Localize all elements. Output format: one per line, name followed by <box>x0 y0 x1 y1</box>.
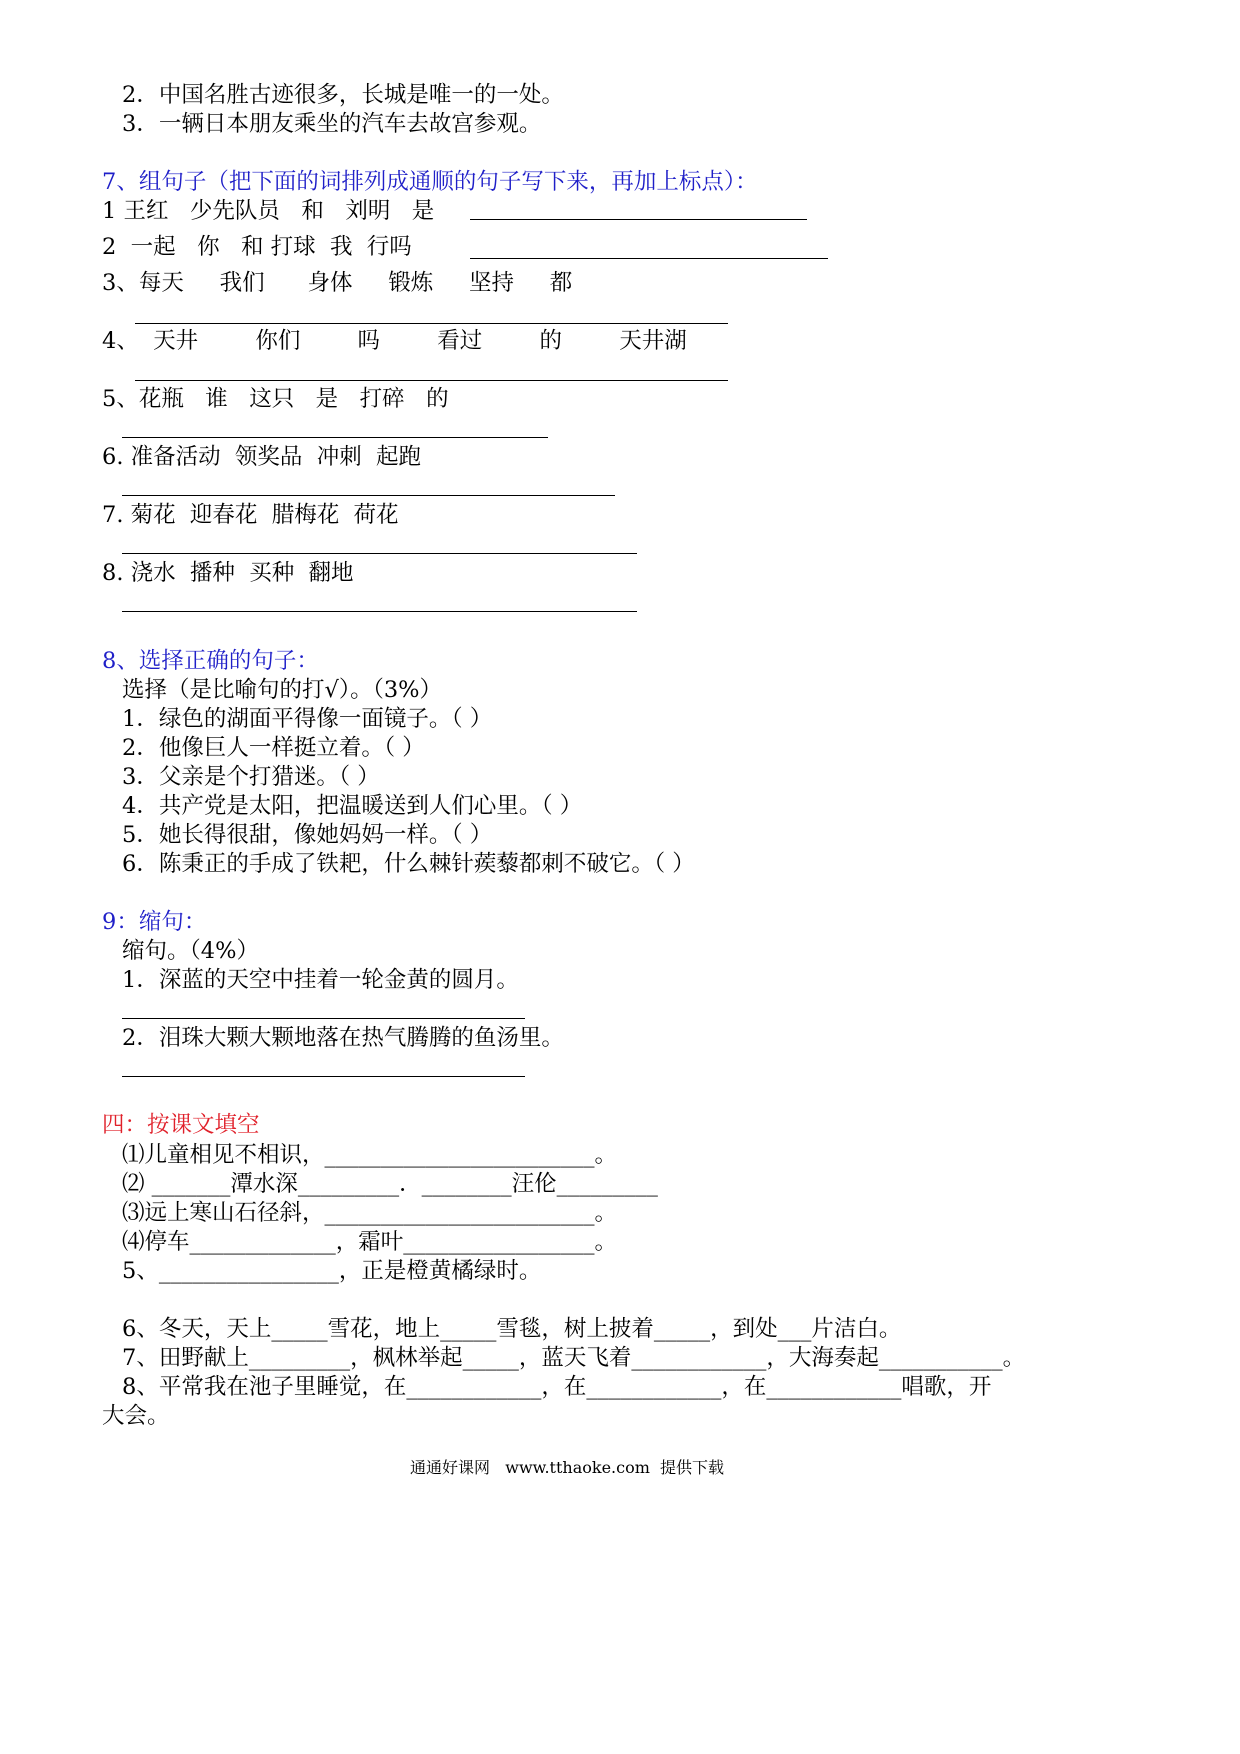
shorten-answer-line-1[interactable] <box>122 1018 525 1019</box>
fill-item-3: ⑶远上寒山石径斜，________________________。 <box>122 1200 618 1226</box>
choice-item-2: 2．他像巨人一样挺立着。（ ） <box>122 735 425 761</box>
reorder-item-1: 1 王红 少先队员 和 刘明 是 <box>102 198 435 224</box>
fill-item-2: ⑵ _______潭水深_________．________汪伦_________ <box>122 1171 658 1197</box>
choice-item-1: 1．绿色的湖面平得像一面镜子。（ ） <box>122 706 493 732</box>
sentence-2: 2．中国名胜古迹很多，长城是唯一的一处。 <box>122 82 564 108</box>
answer-line-5[interactable] <box>122 437 548 438</box>
fill-item-8-continuation: 大会。 <box>102 1403 170 1429</box>
answer-line-7[interactable] <box>122 553 637 554</box>
sentence-3: 3．一辆日本朋友乘坐的汽车去故宫参观。 <box>122 111 542 137</box>
answer-line-4[interactable] <box>135 380 728 381</box>
fill-item-7: 7、田野献上_________，枫林举起_____，蓝天飞着____________，大海奏起___________。 <box>122 1345 1026 1371</box>
answer-line-8[interactable] <box>122 611 637 612</box>
choice-item-6: 6．陈秉正的手成了铁耙，什么棘针蒺藜都刺不破它。（ ） <box>122 851 695 877</box>
reorder-item-4: 4、 天井 你们 吗 看过 的 天井湖 <box>102 328 687 354</box>
choice-item-4: 4．共产党是太阳，把温暖送到人们心里。（ ） <box>122 793 583 819</box>
reorder-item-2: 2 一起 你 和 打球 我 行吗 <box>102 234 412 260</box>
choice-item-3: 3．父亲是个打猎迷。（ ） <box>122 764 380 790</box>
section-9-instruction: 缩句。（4%） <box>122 938 259 964</box>
reorder-item-6: 6. 准备活动 领奖品 冲刺 起跑 <box>102 444 422 470</box>
answer-line-3[interactable] <box>135 323 728 324</box>
answer-line-1[interactable] <box>470 219 807 220</box>
section-7-heading: 7、组句子（把下面的词排列成通顺的句子写下来，再加上标点）： <box>102 169 758 195</box>
section-8-heading: 8、选择正确的句子： <box>102 648 319 674</box>
fill-item-8: 8、平常我在池子里睡觉，在____________，在____________，在____________唱歌，开 <box>122 1374 992 1400</box>
section-8-instruction: 选择（是比喻句的打√）。（3%） <box>122 677 443 703</box>
section-9-heading: 9：缩句： <box>102 909 207 935</box>
answer-line-6[interactable] <box>122 495 615 496</box>
fill-item-5: 5、________________，正是橙黄橘绿时。 <box>122 1258 542 1284</box>
answer-line-2[interactable] <box>470 258 828 259</box>
fill-item-1: ⑴儿童相见不相识，________________________。 <box>122 1142 618 1168</box>
fill-item-6: 6、冬天，天上_____雪花，地上_____雪毯，树上披着_____，到处___片洁白。 <box>122 1316 902 1342</box>
choice-item-5: 5．她长得很甜，像她妈妈一样。（ ） <box>122 822 493 848</box>
shorten-item-1: 1．深蓝的天空中挂着一轮金黄的圆月。 <box>122 967 519 993</box>
shorten-item-2: 2．泪珠大颗大颗地落在热气腾腾的鱼汤里。 <box>122 1025 564 1051</box>
footer-credit: 通通好课网 www.tthaoke.com 提供下载 <box>410 1458 725 1477</box>
fill-item-4: ⑷停车_____________，霜叶_________________。 <box>122 1229 618 1255</box>
reorder-item-3: 3、每天 我们 身体 锻炼 坚持 都 <box>102 270 573 296</box>
shorten-answer-line-2[interactable] <box>122 1076 525 1077</box>
reorder-item-5: 5、花瓶 谁 这只 是 打碎 的 <box>102 386 449 412</box>
reorder-item-7: 7. 菊花 迎春花 腊梅花 荷花 <box>102 502 399 528</box>
reorder-item-8: 8. 浇水 播种 买种 翻地 <box>102 560 354 586</box>
section-4-heading: 四：按课文填空 <box>102 1112 260 1138</box>
